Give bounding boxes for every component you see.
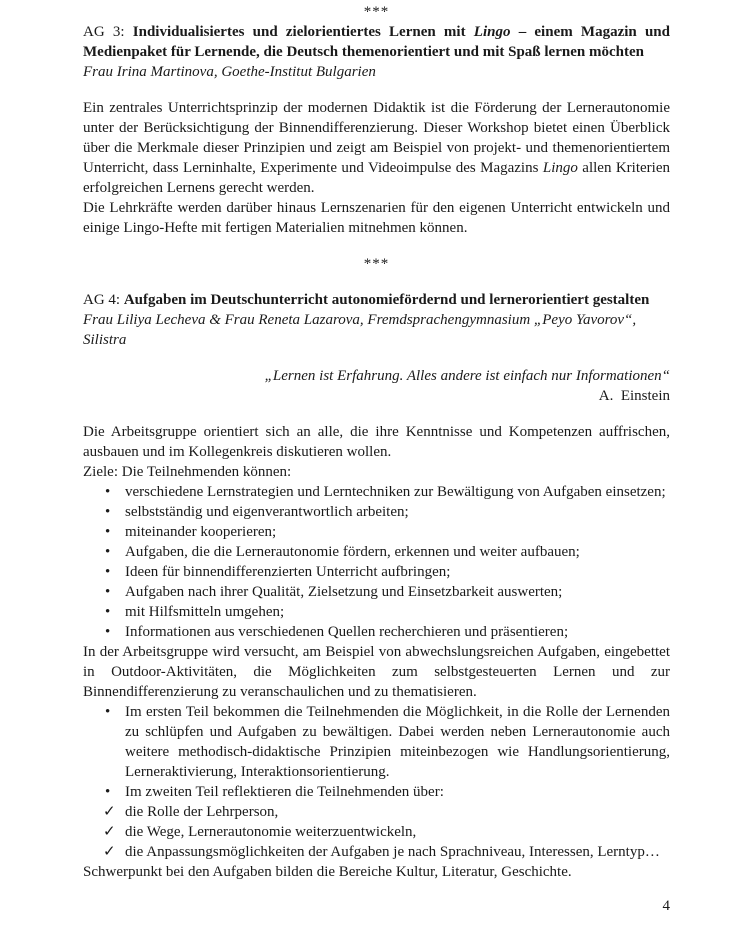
bullet-icon: • [105, 564, 111, 580]
reflection-text: die Rolle der Lehrperson, [125, 804, 279, 820]
goal-text: Aufgaben, die die Lernerautonomie fördern, erkennen und weiter aufbauen; [125, 544, 580, 560]
ag3-heading [83, 22, 670, 62]
goal-text: Informationen aus verschiedenen Quellen recherchieren und präsentieren; [125, 624, 569, 640]
ag4-closing: Schwerpunkt bei den Aufgaben bilden die Bereiche Kultur, Literatur, Geschichte. [83, 864, 572, 880]
check-icon: ✓ [103, 844, 116, 860]
list-item [83, 582, 670, 602]
part-text: Im ersten Teil bekommen die Teilnehmenden die Möglichkeit, in die Rolle der Lernenden zu schlüpfen und Aufgaben zu bewältigen. Dabei werden neben Lernerautonomie auch weitere methodisch-didaktische Prinzipien miteinbezogen wie Handlungsorientierung, Lerneraktivierung, Interaktionsorientierung. [125, 704, 670, 780]
bullet-icon: • [105, 484, 111, 500]
reflection-text: die Wege, Lernerautonomie weiterzuentwickeln, [125, 824, 417, 840]
section-separator: *** [363, 4, 390, 20]
ag4-speakers [83, 310, 670, 350]
goal-text: miteinander kooperieren; [125, 524, 277, 540]
ag3-heading-label: AG 3: [83, 24, 133, 40]
list-item [83, 822, 670, 842]
ag4-speakers-line2: Silistra [83, 332, 127, 348]
bullet-icon: • [105, 544, 111, 560]
bullet-icon: • [105, 524, 111, 540]
quote-attribution: A. Einstein [598, 388, 670, 404]
goal-text: Aufgaben nach ihrer Qualität, Zielsetzung und Einsetzbarkeit auswerten; [125, 584, 563, 600]
ag3-description-text-2: allen Kriterien erfolgreichen Lernens gerecht werden. [83, 160, 670, 196]
list-item [83, 622, 670, 642]
bullet-icon: • [105, 584, 111, 600]
bullet-icon: • [105, 784, 111, 800]
list-item [83, 802, 670, 822]
ag3-note: Die Lehrkräfte werden darüber hinaus Lernszenarien für den eigenen Unterricht entwickeln und einige Lingo-Hefte mit fertigen Materialien mitnehmen können. [83, 200, 670, 236]
goals-label: Ziele: Die Teilnehmenden können: [83, 464, 292, 480]
ag3-description-lingo: Lingo [542, 160, 578, 176]
ag3-description [83, 98, 670, 198]
list-item [83, 482, 670, 502]
list-item [83, 542, 670, 562]
goal-text: verschiedene Lernstrategien und Lerntechniken zur Bewältigung von Aufgaben einsetzen; [125, 484, 666, 500]
part-text: Im zweiten Teil reflektieren die Teilnehmenden über: [125, 784, 444, 800]
goal-text: mit Hilfsmitteln umgehen; [125, 604, 285, 620]
ag3-speaker: Frau Irina Martinova, Goethe-Institut Bulgarien [83, 64, 376, 80]
list-item [83, 842, 670, 862]
parts-list [83, 702, 670, 802]
ag3-heading-lingo: Lingo [473, 24, 511, 40]
goals-list [83, 482, 670, 642]
ag4-section [83, 290, 670, 882]
reflection-list [83, 802, 670, 862]
ag4-outdoor-paragraph: In der Arbeitsgruppe wird versucht, am Beispiel von abwechslungsreichen Aufgaben, eingebettet in Outdoor-Aktivitäten, die Möglichkeiten zum selbstgesteuerten Lernen und zur Binnendifferenzierung zu veranschaulichen und zu thematisieren. [83, 644, 670, 700]
ag3-description-text-1: Ein zentrales Unterrichtsprinzip der modernen Didaktik ist die Förderung der Lernerautonomie unter der Berücksichtigung der Binnendifferenzierung. Dieser Workshop bietet einen Überblick über die Merkmale dieser Prinzipien und zeigt am Beispiel von projekt- und themenorientiertem Unterricht, dass Lerninhalte, Experimente und Videoimpulse des Magazins [83, 100, 670, 176]
section-separator: *** [363, 256, 390, 272]
ag4-heading-text: Aufgaben im Deutschunterricht autonomiefördernd und lernerorientiert gestalten [123, 292, 650, 308]
bullet-icon: • [105, 704, 111, 720]
ag3-heading-text-2: – einem Magazin und Medienpaket für Lernende, die Deutsch themenorientiert und mit Spaß lernen möchten [83, 24, 670, 60]
ag4-speakers-line1: Frau Liliya Lecheva & Frau Reneta Lazarova, Fremdsprachengymnasium „Peyo Yavorov“, [83, 312, 637, 328]
goal-text: Ideen für binnendifferenzierten Unterricht aufbringen; [125, 564, 451, 580]
list-item [83, 782, 670, 802]
goal-text: selbstständig und eigenverantwortlich arbeiten; [125, 504, 409, 520]
list-item [83, 702, 670, 782]
list-item [83, 562, 670, 582]
list-item [83, 502, 670, 522]
bullet-icon: • [105, 604, 111, 620]
einstein-quote: „Lernen ist Erfahrung. Alles andere ist einfach nur Informationen“ [264, 368, 670, 384]
reflection-text: die Anpassungsmöglichkeiten der Aufgaben je nach Sprachniveau, Interessen, Lerntyp… [125, 844, 660, 860]
check-icon: ✓ [103, 804, 116, 820]
bullet-icon: • [105, 504, 111, 520]
list-item [83, 602, 670, 622]
check-icon: ✓ [103, 824, 116, 840]
bullet-icon: • [105, 624, 111, 640]
page-number: 4 [662, 898, 670, 914]
ag4-heading [83, 290, 670, 310]
ag4-heading-label: AG 4: [83, 292, 124, 308]
ag4-intro: Die Arbeitsgruppe orientiert sich an alle, die ihre Kenntnisse und Kompetenzen auffrischen, ausbauen und im Kollegenkreis diskutieren wollen. [83, 424, 670, 460]
ag3-heading-text-1: Individualisiertes und zielorientiertes Lernen mit [132, 24, 474, 40]
list-item [83, 522, 670, 542]
ag3-section [83, 22, 670, 238]
